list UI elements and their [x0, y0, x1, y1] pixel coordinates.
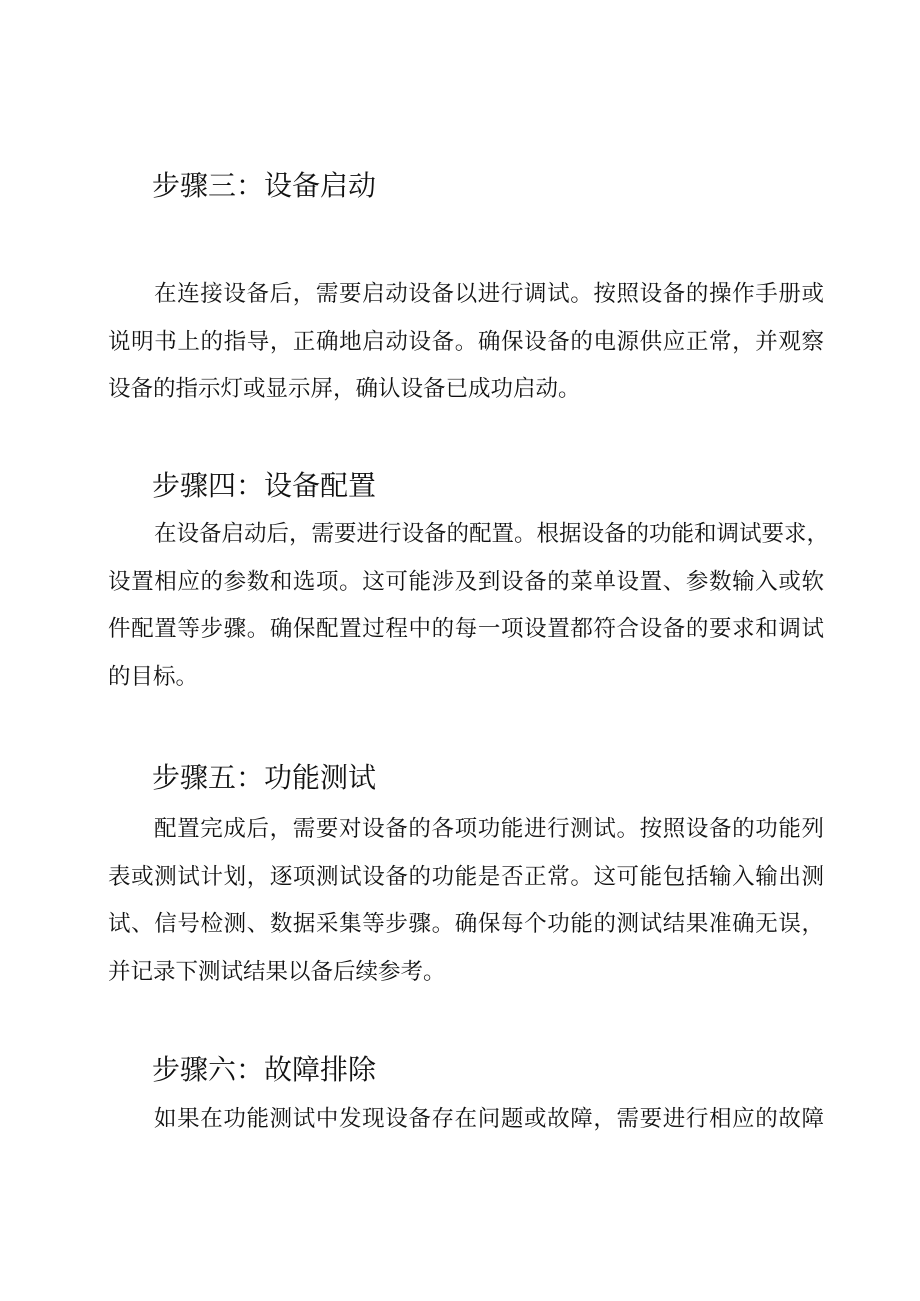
paragraph-line: 设备的指示灯或显示屏，确认设备已成功启动。	[108, 376, 581, 402]
section-paragraph	[108, 271, 824, 414]
paragraph-line: 件配置等步骤。确保配置过程中的每一项设置都符合设备的要求和调试	[108, 616, 824, 642]
section-heading: 步骤六：故障排除	[152, 1053, 377, 1086]
paragraph-line: 在设备启动后，需要进行设备的配置。根据设备的功能和调试要求，	[154, 521, 830, 547]
paragraph-line: 并记录下测试结果以备后续参考。	[108, 958, 446, 985]
section-paragraph	[108, 1096, 824, 1144]
paragraph-line: 表或测试计划，逐项测试设备的功能是否正常。这可能包括输入输出测	[108, 863, 824, 890]
section-paragraph	[108, 806, 824, 996]
paragraph-line: 在连接设备后，需要启动设备以进行调试。按照设备的操作手册或	[154, 281, 824, 307]
section-heading: 步骤三：设备启动	[152, 169, 377, 202]
section-heading: 步骤五：功能测试	[152, 761, 377, 794]
paragraph-line: 配置完成后，需要对设备的各项功能进行测试。按照设备的功能列	[154, 816, 824, 842]
paragraph-line: 如果在功能测试中发现设备存在问题或故障，需要进行相应的故障	[154, 1106, 824, 1132]
paragraph-line: 设置相应的参数和选项。这可能涉及到设备的菜单设置、参数输入或软	[108, 568, 824, 595]
paragraph-line: 试、信号检测、数据采集等步骤。确保每个功能的测试结果准确无误，	[108, 911, 824, 937]
section-paragraph	[108, 511, 830, 701]
paragraph-line: 说明书上的指导，正确地启动设备。确保设备的电源供应正常，并观察	[108, 328, 824, 355]
paragraph-line: 的目标。	[108, 663, 199, 690]
section-heading: 步骤四：设备配置	[152, 469, 377, 502]
